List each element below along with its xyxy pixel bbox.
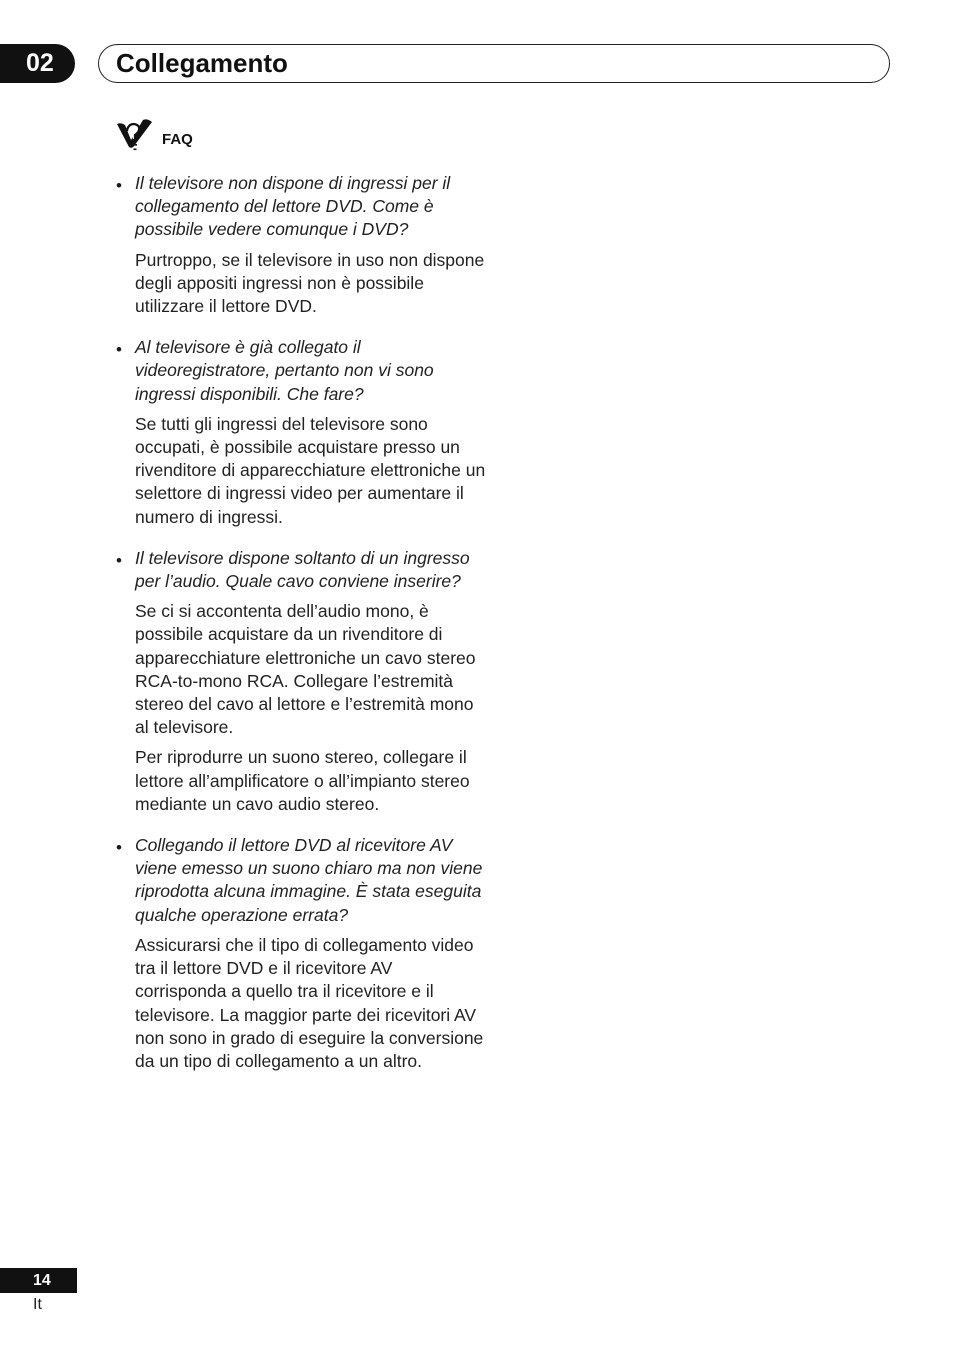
faq-item [116,172,486,318]
faq-item [116,834,486,1073]
chapter-number-badge: 02 [0,44,75,83]
faq-question: Il televisore dispone soltanto di un ingresso per l’audio. Quale cavo conviene inserire? [135,547,470,592]
faq-item [116,336,486,529]
faq-question: Al televisore è già collegato il videoregistratore, pertanto non vi sono ingressi disponibili. Che fare? [135,337,434,404]
faq-list [116,172,486,1091]
faq-answer: Assicurarsi che il tipo di collegamento video tra il lettore DVD e il ricevitore AV corrisponda a quello tra il ricevitore e il televisore. La maggior parte dei ricevitori AV non sono in grado di eseguire la conversione da un tipo di collegamento a un altro. [135,934,484,1071]
faq-question-icon [116,118,154,154]
faq-answer: Per riprodurre un suono stereo, collegare il lettore all’amplificatore o all’impianto stereo mediante un cavo audio stereo. [135,747,470,814]
faq-question: Collegando il lettore DVD al ricevitore AV viene emesso un suono chiaro ma non viene riprodotta alcuna immagine. È stata eseguita qualche operazione errata? [135,835,483,925]
bullet: • [116,340,122,360]
language-code: It [33,1296,42,1313]
chapter-header [98,44,890,83]
faq-answer: Se tutti gli ingressi del televisore sono occupati, è possibile acquistare presso un rivenditore di apparecchiature elettroniche un selettore di ingressi video per aumentare il numero di ingressi. [135,413,486,527]
faq-item [116,547,486,816]
faq-answer: Purtroppo, se il televisore in uso non dispone degli appositi ingressi non è possibile utilizzare il lettore DVD. [135,249,485,317]
bullet: • [116,176,122,195]
bullet: • [116,838,122,858]
chapter-title: Collegamento [116,48,288,78]
page-number: 14 [0,1268,77,1293]
faq-answer: Se ci si accontenta dell’audio mono, è possibile acquistare da un rivenditore di apparecchiature elettroniche un cavo stereo RCA-to-mono RCA. Collegare l’estremità stereo del cavo al lettore e l’estremità mono al televisore. [135,601,476,738]
faq-heading [116,118,193,154]
faq-label: FAQ [162,131,193,148]
faq-question: Il televisore non dispone di ingressi per il collegamento del lettore DVD. Come è possibile vedere comunque i DVD? [135,173,451,240]
bullet: • [116,550,122,570]
